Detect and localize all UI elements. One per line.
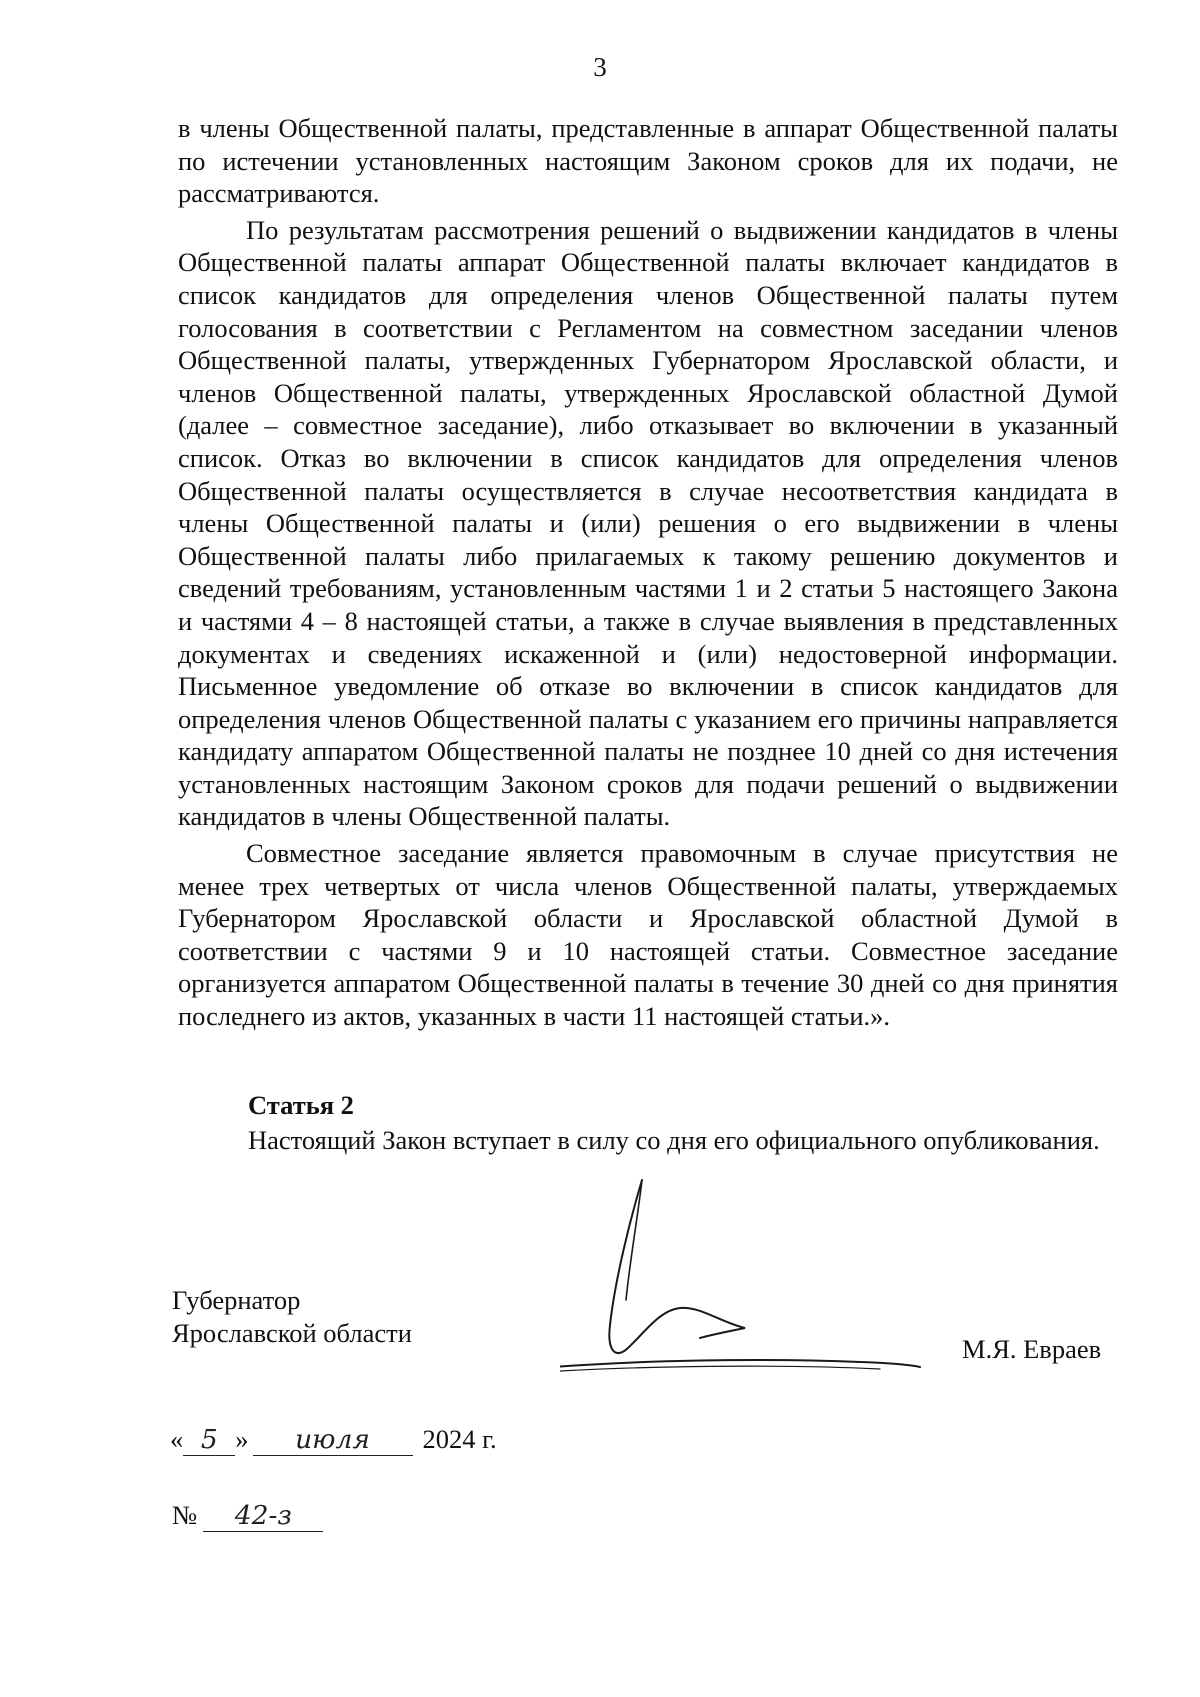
handwritten-day: 5	[183, 1424, 235, 1456]
date-close-quote: »	[235, 1424, 249, 1454]
law-number	[172, 1500, 323, 1532]
signatory-title-line-2: Ярославской области	[172, 1318, 412, 1348]
paragraph-candidates-list: По результатам рассмотрения решений о выдвижении кандидатов в члены Общественной палаты аппарат Общественной палаты включает кандидатов в список кандидатов для определения членов Общественной палаты путем голосования в соответствии с Регламентом на совместном заседании членов Общественной палаты, утвержденных Губернатором Ярославской области, и членов Общественной палаты, утвержденных Ярославской областной Думой (далее – совместное заседание), либо отказывает во включении в указанный список. Отказ во включении в список кандидатов для определения членов Общественной палаты осуществляется в случае несоответствия кандидата в члены Общественной палаты и (или) решения о его выдвижении в члены Общественной палаты либо прилагаемых к такому решению документов и сведений требованиям, установленным частями 1 и 2 статьи 5 настоящего Закона и частями 4 – 8 настоящей статьи, а также в случае выявления в представленных документах и сведениях искаженной и (или) недостоверной информации. Письменное уведомление об отказе во включении в список кандидатов для определения членов Общественной палаты с указанием его причины направляется кандидату аппаратом Общественной палаты не позднее 10 дней со дня истечения установленных настоящим Законом сроков для подачи решений о выдвижении кандидатов в члены Общественной палаты.	[178, 214, 1118, 832]
page-number: 3	[593, 52, 607, 82]
paragraph-continuation: в члены Общественной палаты, представленные в аппарат Общественной палаты по истечении установленных настоящим Законом сроков для их подачи, не рассматриваются.	[178, 113, 1118, 209]
paragraph-joint-meeting: Совместное заседание является правомочным в случае присутствия не менее трех четвертых от числа членов Общественной палаты, утверждаемых Губернатором Ярославской области и Ярославской областной Думой в соответствии с частями 9 и 10 настоящей статьи. Совместное заседание организуется аппаратом Общественной палаты в течение 30 дней со дня принятия последнего из актов, указанных в части 11 настоящей статьи.».	[178, 838, 1118, 1032]
date-open-quote: «	[170, 1424, 184, 1454]
article-title: Статья 2	[248, 1090, 354, 1120]
handwritten-month: июля	[253, 1424, 413, 1456]
handwritten-law-number: 42-з	[203, 1500, 323, 1532]
signing-date	[170, 1424, 497, 1456]
date-year: 2024 г.	[422, 1424, 497, 1454]
law-body	[178, 112, 1118, 1037]
number-symbol: №	[172, 1500, 198, 1530]
signatory-title	[172, 1284, 412, 1350]
handwritten-signature	[560, 1160, 960, 1390]
article-text: Настоящий Закон вступает в силу со дня его официального опубликования.	[248, 1125, 1100, 1155]
signatory-title-line-1: Губернатор	[172, 1285, 301, 1315]
signatory-name: М.Я. Евраев	[962, 1334, 1102, 1364]
